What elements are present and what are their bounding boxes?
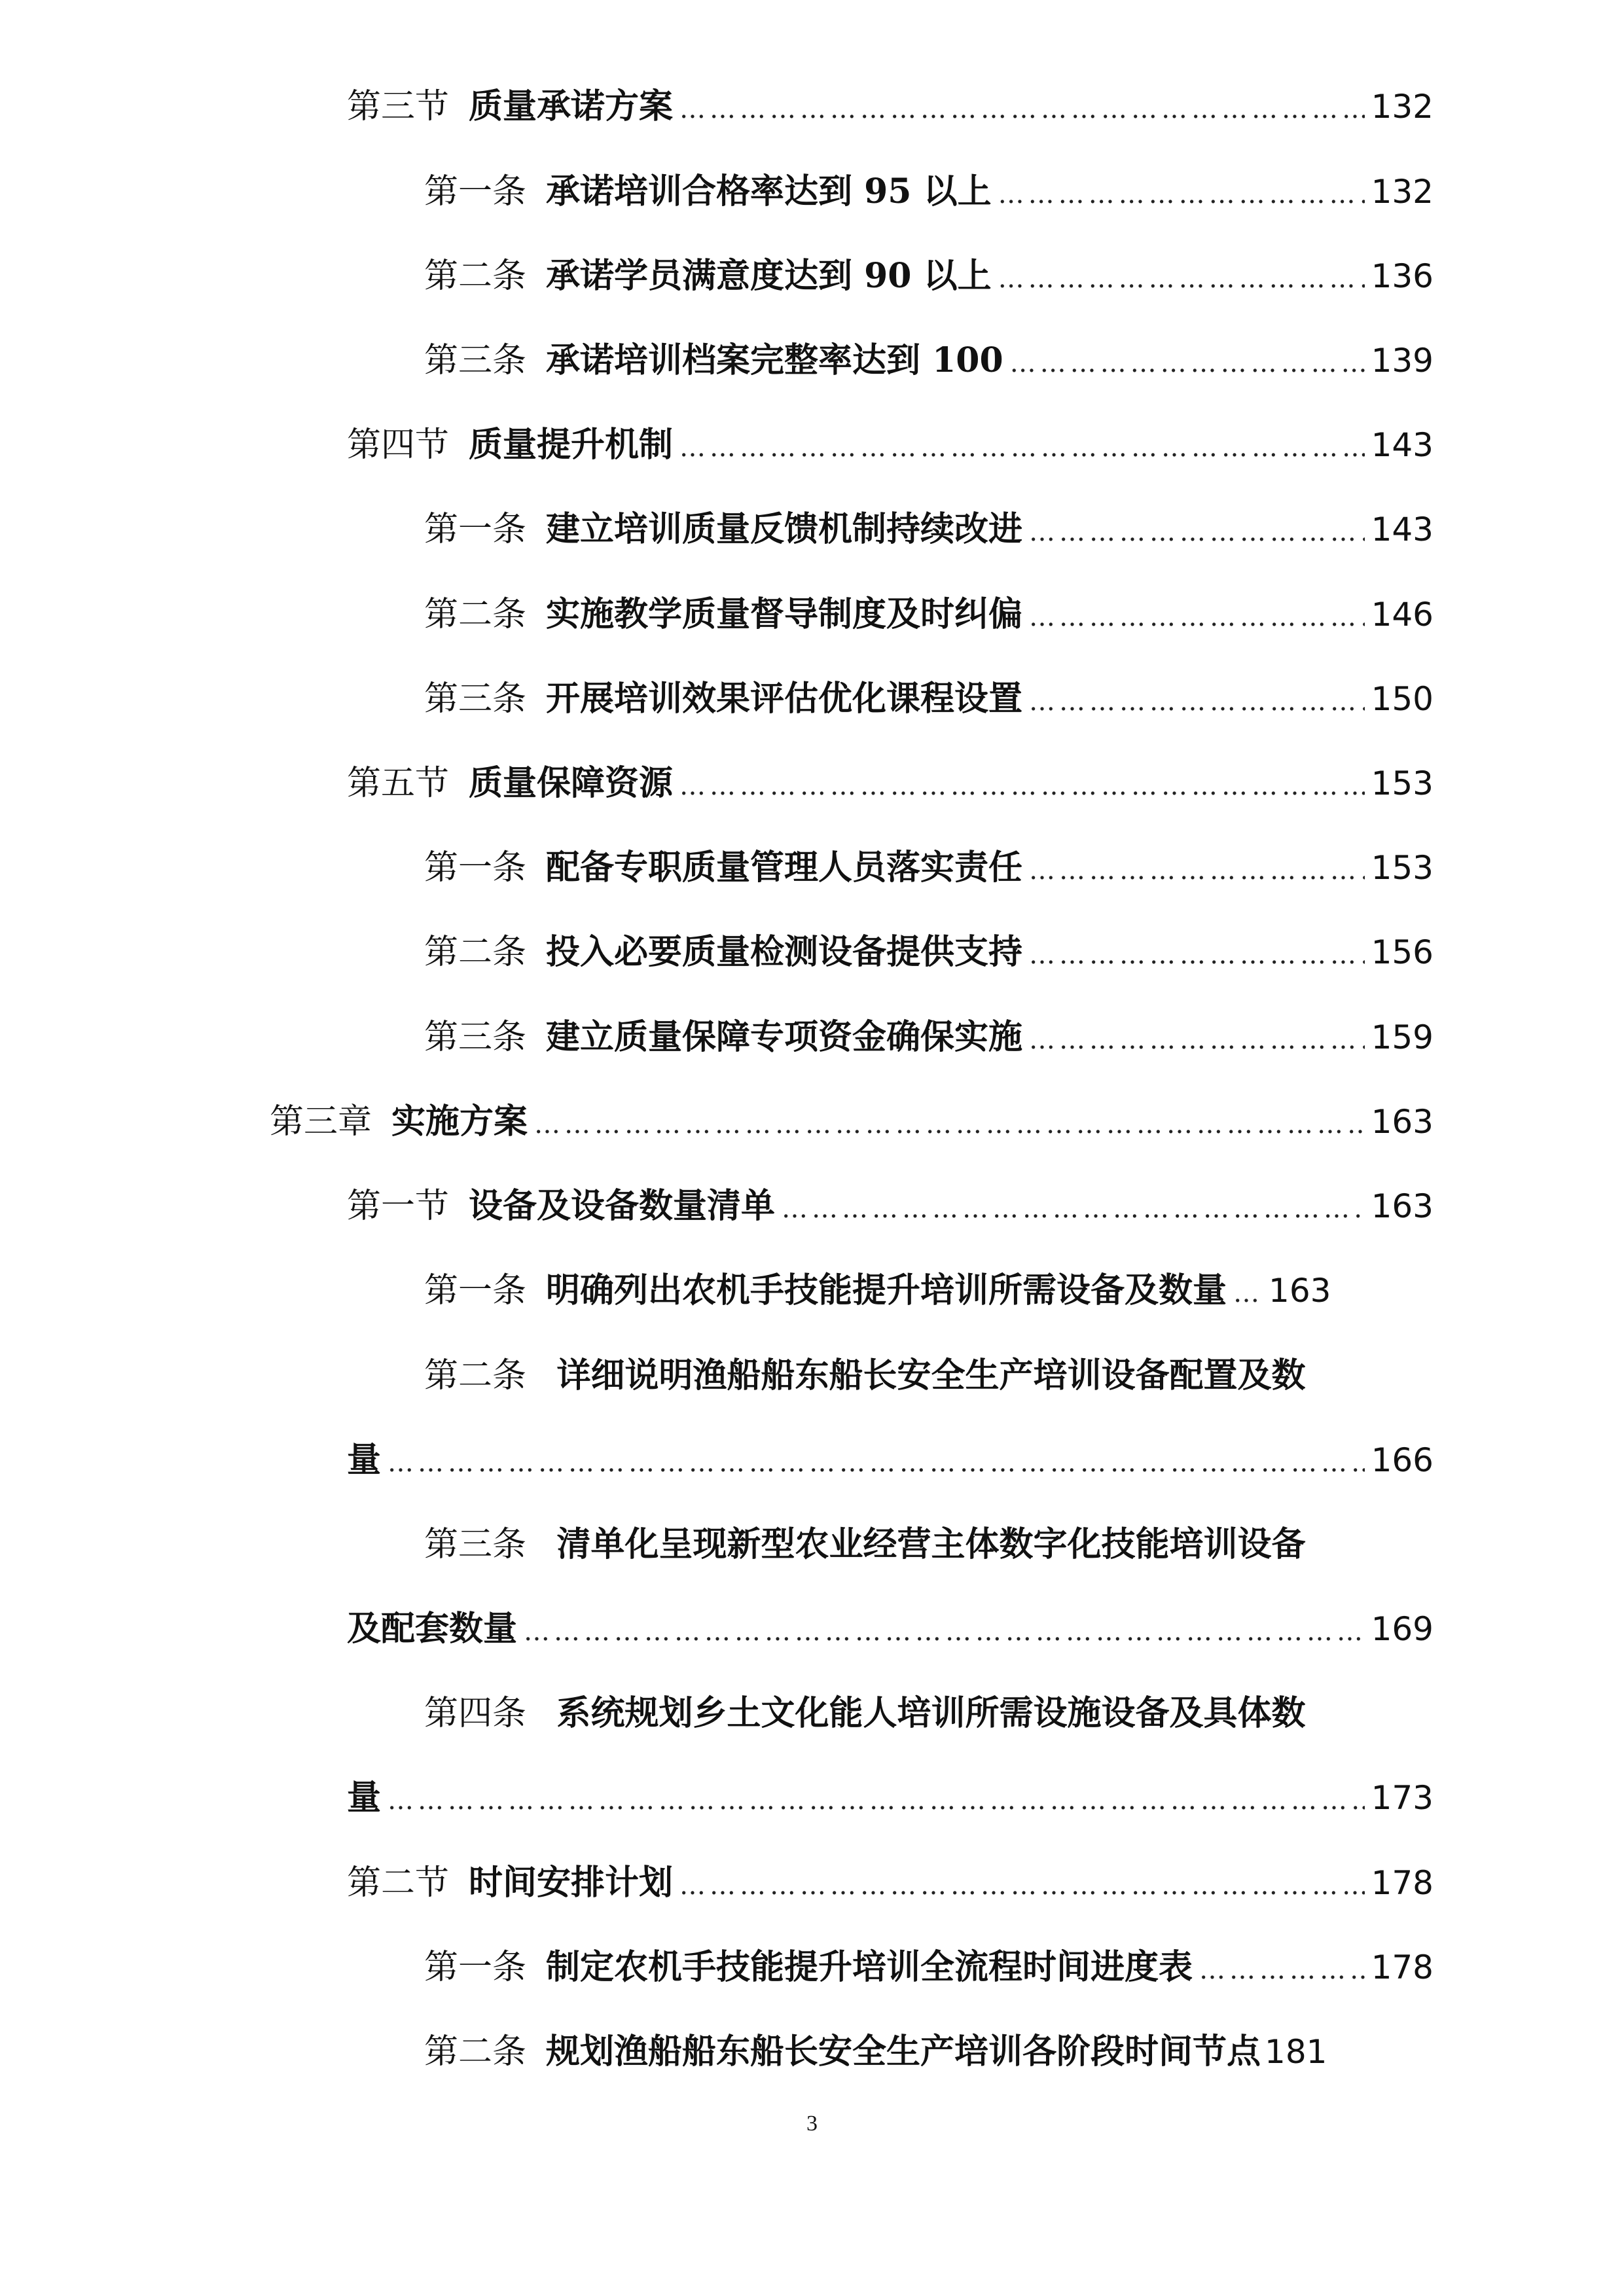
toc-entry <box>424 325 1434 397</box>
toc-entry-number: 第三条 <box>424 1018 527 1057</box>
toc-entry-number: 第三条 <box>424 341 527 380</box>
toc-entry-page: 181 <box>1265 2033 1327 2071</box>
toc-entry <box>424 579 1434 651</box>
toc-entry <box>424 1931 1434 2003</box>
leader-dots <box>1029 496 1365 568</box>
toc-entry-title: 实施方案 <box>391 1102 528 1141</box>
toc-entry <box>424 156 1434 228</box>
toc-entry-title: 建立质量保障专项资金确保实施 <box>546 1017 1023 1057</box>
toc-entry-page: 150 <box>1371 680 1434 718</box>
toc-entry-title: 建立培训质量反馈机制持续改进 <box>546 509 1023 549</box>
leader-dots <box>679 1850 1365 1922</box>
toc-entry-page: 146 <box>1371 596 1434 634</box>
leader-dots <box>679 73 1365 145</box>
toc-entry-number: 第四条 <box>424 1694 527 1733</box>
leader-dots <box>679 750 1365 822</box>
toc-entry-page: 178 <box>1371 1948 1434 1986</box>
leader-dots <box>1029 919 1365 991</box>
toc-entry-title: 明确列出农机手技能提升培训所需设备及数量 <box>546 1270 1227 1310</box>
toc-entry-number: 第二条 <box>424 2032 527 2072</box>
leader-dots <box>1029 581 1365 653</box>
toc-entry-title: 质量保障资源 <box>469 763 674 803</box>
toc-entry-title: 承诺培训档案完整率达到 100 <box>546 340 1003 380</box>
toc-entry-page: 163 <box>1371 1187 1434 1225</box>
toc-entry-number: 第三条 <box>424 1525 527 1564</box>
toc-entry-number: 第一条 <box>424 172 527 211</box>
toc-entry-title: 详细说明渔船船东船长安全生产培训设备配置及数 <box>556 1355 1306 1395</box>
toc-entry <box>424 916 1434 988</box>
toc-entry-number: 第二条 <box>424 595 527 634</box>
toc-entry <box>424 663 1434 735</box>
toc-entry <box>347 71 1434 143</box>
toc-entry-first-line <box>424 1509 1306 1581</box>
toc-entry <box>347 747 1434 819</box>
toc-entry-page: 163 <box>1371 1103 1434 1141</box>
toc-entry-page: 143 <box>1371 511 1434 548</box>
toc-entry-number: 第三节 <box>347 87 450 126</box>
toc-entry-number: 第三条 <box>424 679 527 719</box>
toc-entry-page: 169 <box>1371 1610 1434 1648</box>
toc-entry-page: 132 <box>1371 88 1434 126</box>
leader-dots <box>534 1088 1365 1160</box>
toc-entry-number: 第二条 <box>424 257 527 296</box>
leader-dots <box>388 1427 1365 1499</box>
toc-entry-number: 第一条 <box>424 510 527 549</box>
page-number: 3 <box>806 2111 818 2136</box>
toc-entry-page: 173 <box>1371 1779 1434 1817</box>
toc-entry-continuation <box>347 1593 1434 1665</box>
leader-dots <box>782 1173 1365 1245</box>
leader-dots <box>388 1765 1365 1837</box>
toc-entry-first-line <box>424 1340 1306 1412</box>
toc-entry-title: 时间安排计划 <box>469 1863 674 1903</box>
toc-entry <box>424 1255 1434 1327</box>
toc-entry-title: 制定农机手技能提升培训全流程时间进度表 <box>546 1947 1193 1987</box>
toc-entry-number: 第二节 <box>347 1863 450 1903</box>
toc-entry-page: 136 <box>1371 257 1434 295</box>
toc-entry-number: 第一条 <box>424 848 527 888</box>
leader-dots <box>1010 327 1365 399</box>
toc-entry-page: 132 <box>1371 173 1434 211</box>
toc-entry-title: 配备专职质量管理人员落实责任 <box>546 848 1023 888</box>
toc-entry-page: 166 <box>1371 1441 1434 1479</box>
toc-entry-title: 质量提升机制 <box>469 425 674 465</box>
toc-entry-page: 153 <box>1371 764 1434 802</box>
leader-dots <box>1029 1004 1365 1076</box>
toc-entry-page: 156 <box>1371 933 1434 971</box>
leader-dots <box>679 412 1365 484</box>
toc-entry <box>347 1847 1434 1919</box>
toc-entry-title-continued: 量 <box>347 1440 382 1480</box>
toc-entry <box>424 1001 1434 1073</box>
toc-entry-title-continued: 量 <box>347 1778 382 1818</box>
toc-entry <box>424 832 1434 904</box>
toc-entry-title: 质量承诺方案 <box>469 86 674 126</box>
toc-entry-title: 系统规划乡土文化能人培训所需设施设备及具体数 <box>556 1693 1306 1733</box>
toc-entry-title: 设备及设备数量清单 <box>469 1186 776 1226</box>
toc-entry-page: 163 <box>1269 1272 1331 1310</box>
toc-entry-number: 第一条 <box>424 1948 527 1987</box>
toc-entry-title: 规划渔船船东船长安全生产培训各阶段时间节点 <box>546 2032 1261 2072</box>
toc-entry-title: 开展培训效果评估优化课程设置 <box>546 679 1023 719</box>
toc-entry-page: 178 <box>1371 1864 1434 1902</box>
toc-entry-title: 实施教学质量督导制度及时纠偏 <box>546 594 1023 634</box>
toc-entry-page: 153 <box>1371 849 1434 887</box>
toc-entry-title: 承诺学员满意度达到 90 以上 <box>546 256 992 296</box>
toc-entry-number: 第五节 <box>347 764 450 803</box>
leader-dots <box>524 1596 1365 1668</box>
leader-dots <box>1199 1934 1365 2006</box>
toc-entry-number: 第一条 <box>424 1271 527 1310</box>
toc-entry-title: 清单化呈现新型农业经营主体数字化技能培训设备 <box>556 1524 1306 1564</box>
leader-dots <box>1029 666 1365 738</box>
toc-entry-page: 139 <box>1371 342 1434 380</box>
toc-entry-title: 投入必要质量检测设备提供支持 <box>546 932 1023 972</box>
toc-chapter-entry <box>270 1086 1434 1158</box>
toc-entry <box>424 2016 1434 2088</box>
toc-entry <box>424 493 1434 565</box>
toc-entry <box>424 240 1434 312</box>
toc-entry-title: 承诺培训合格率达到 95 以上 <box>546 171 992 211</box>
toc-entry-number: 第二条 <box>424 933 527 972</box>
toc-entry <box>347 409 1434 481</box>
toc-entry-continuation <box>347 1762 1434 1834</box>
leader-dots <box>998 158 1365 230</box>
leader-dots <box>1029 834 1365 906</box>
leader-dots <box>998 243 1365 315</box>
toc-entry-number: 第二条 <box>424 1356 527 1395</box>
toc-entry <box>347 1170 1434 1242</box>
toc-entry-number: 第三章 <box>270 1102 372 1141</box>
toc-entry-number: 第四节 <box>347 425 450 465</box>
toc-entry-page: 159 <box>1371 1018 1434 1056</box>
toc-entry-page: 143 <box>1371 426 1434 464</box>
toc-entry-continuation <box>347 1424 1434 1496</box>
toc-entry-title-continued: 及配套数量 <box>347 1609 518 1649</box>
toc-entry-first-line <box>424 1677 1306 1749</box>
toc-entry-number: 第一节 <box>347 1187 450 1226</box>
leader-dots <box>1233 1257 1262 1329</box>
